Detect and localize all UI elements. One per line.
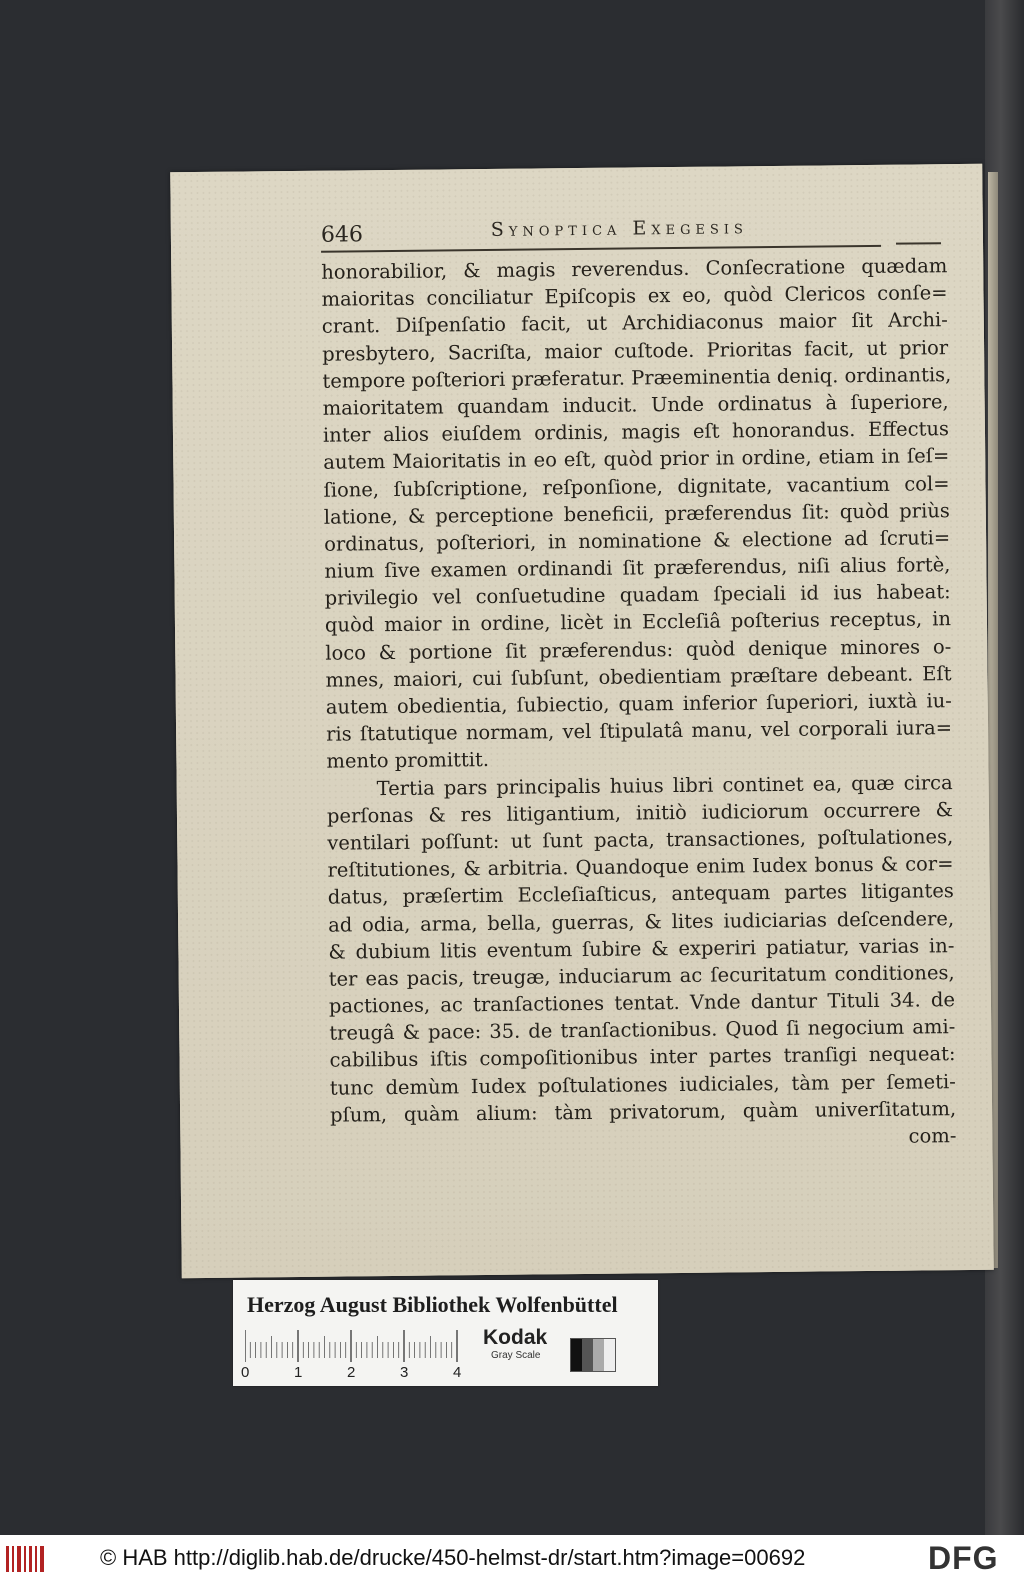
text-line: reſtitutiones, & arbitria. Quandoque enim Iudex bonus & cor= xyxy=(327,852,954,882)
text-line: ſione, ſubſcriptione, reſponſione, dignitate, vacantium col= xyxy=(323,471,950,502)
text-line: datus, præſertim Eccleſiaſticus, antequam partes litigantes xyxy=(327,879,954,909)
text-line: tempore poſteriori præferatur. Præeminentia deniq. ordinantis, xyxy=(322,362,952,393)
text-line: ventilari poſſunt: ut ſunt pacta, transactiones, poſtulationes, xyxy=(327,825,954,855)
text-line: treugâ & pace: 35. de tranſactionibus. Quod ſi negocium ami- xyxy=(329,1015,956,1045)
kodak-logo: Kodak xyxy=(483,1326,548,1349)
text-line: ad odia, arma, bella, guerras, & lites iudiciarias deſcendere, xyxy=(327,906,955,937)
text-line: privilegio vel conſuetudine quadam ſpeciali id ius habeat: xyxy=(324,580,951,610)
running-title: Synoptica Exegesis xyxy=(490,216,748,241)
text-line: perſonas & res litigantium, initiò iudiciorum occurrere & xyxy=(326,797,954,828)
gray-scale-swatch xyxy=(570,1338,616,1372)
text-line: pſum, quàm alium: tàm privatorum, quàm univerſitatum, xyxy=(329,1096,957,1127)
header-rule-short xyxy=(896,242,941,244)
text-line: presbytero, Sacriſta, maior cuſtode. Prioritas facit, ut prior xyxy=(322,335,949,366)
barcode-logo-icon xyxy=(4,1544,48,1574)
library-name: Herzog August Bibliothek Wolfenbüttel xyxy=(247,1292,618,1317)
ruler-number: 4 xyxy=(453,1364,462,1381)
text-line: & dubium litis eventum ſubire & experiri patiatur, varias in- xyxy=(328,933,955,964)
text-line: pactiones, ac tranſactiones tentat. Vnde dantur Tituli 34. de xyxy=(328,988,956,1018)
text-line: ris ſtatutique normam, vel ſtipulatâ manu, vel corporali iura= xyxy=(326,716,953,746)
text-line: Tertia pars principalis huius libri continet ea, quæ circa xyxy=(376,770,953,800)
page-header xyxy=(321,216,961,253)
text-line: ter eas pacis, treugæ, induciarum ac ſecuritatum conditiones, xyxy=(328,960,955,991)
text-line: latione, & perceptione beneficii, præferendus ſit: quòd priùs xyxy=(323,498,950,529)
text-line: ordinatus, poſteriori, in nominatione & electione ad ſcruti= xyxy=(324,526,951,556)
footer-bar xyxy=(0,1535,1024,1582)
text-line: tunc demùm Iudex poſtulationes iudiciales, tàm per ſemeti- xyxy=(329,1069,956,1100)
ruler-numbers xyxy=(241,1364,485,1384)
ruler-number: 0 xyxy=(241,1364,250,1381)
ruler-scale xyxy=(245,1328,465,1366)
text-line: nium ſive examen ordinandi ſit præferendus, niſi alius fortè, xyxy=(324,553,951,583)
text-line: loco & portione ſit præferendus: quòd denique minores o- xyxy=(325,634,952,665)
text-line: mnes, maiori, cui ſubſunt, obedientiam præſtare debeant. Eſt xyxy=(325,661,952,692)
body-text xyxy=(321,252,956,1156)
dfg-logo: DFG xyxy=(928,1540,999,1576)
text-line: inter alios eiuſdem ordinis, magis eſt honorandus. Effectus xyxy=(322,417,950,447)
text-line: honorabilior, & magis reverendus. Conſecratione quædam xyxy=(321,254,948,284)
text-line: maioritas conciliatur Epiſcopis ex eo, quòd Clericos conſe= xyxy=(321,281,948,311)
color-calibration-card xyxy=(233,1280,658,1386)
text-line: cabilibus iſtis compoſitionibus inter partes tranſigi nequeat: xyxy=(329,1042,956,1073)
header-rule xyxy=(321,245,881,253)
text-line: quòd maior in ordine, licèt in Eccleſiâ poſterius receptus, in xyxy=(324,607,952,638)
gray-scale-label: Gray Scale xyxy=(491,1350,541,1361)
text-line: autem Maioritatis in eo eſt, quòd prior in ordine, etiam in ſeſ= xyxy=(323,444,950,475)
ruler-number: 3 xyxy=(400,1364,409,1381)
page-number: 646 xyxy=(320,222,364,248)
ruler-number: 1 xyxy=(294,1364,303,1381)
book-page xyxy=(170,164,994,1278)
ruler-number: 2 xyxy=(347,1364,356,1381)
catchword: com- xyxy=(908,1124,957,1148)
text-line: maioritatem quandam inducit. Unde ordinatus à ſuperiore, xyxy=(322,390,949,420)
text-line: autem obedientia, ſubiectio, quam inferior ſuperiori, iuxtà iu- xyxy=(325,689,952,719)
text-line: mento promittit. xyxy=(326,748,490,774)
source-url: © HAB http://diglib.hab.de/drucke/450-helmst-dr/start.htm?image=00692 xyxy=(100,1545,806,1570)
text-line: crant. Diſpenſatio facit, ut Archidiaconus maior ſit Archi- xyxy=(321,308,948,339)
